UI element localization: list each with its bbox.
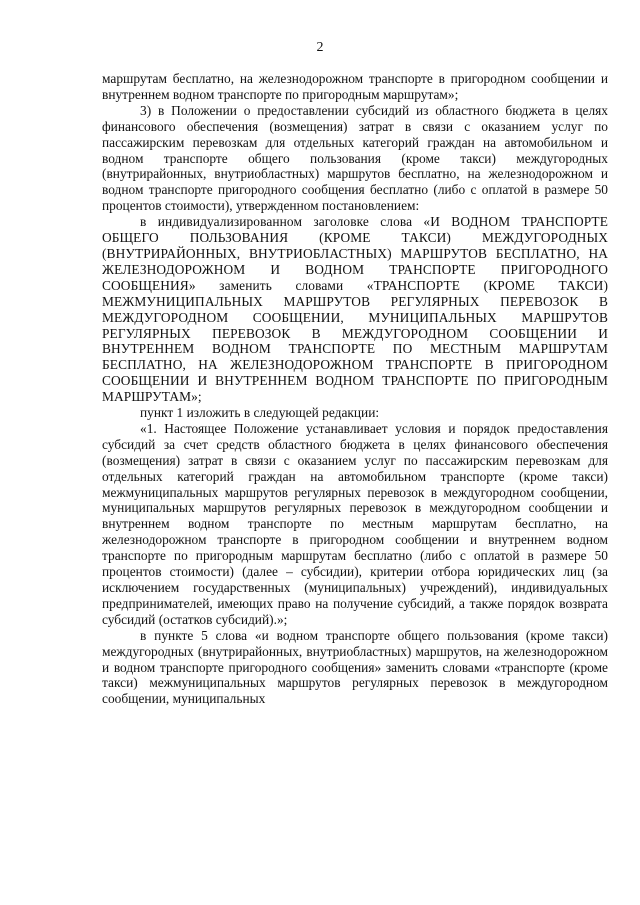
paragraph-point-5: в пункте 5 слова «и водном транспорте общего пользования (кроме такси) междугородных (внутрирайонных, внутриобластных) маршрутов, на железнодорожном и водном транспорте пригородного сообщения» заменить словами «транспорте (кроме такси) межмуниципальных маршрутов регулярных перевозок в междугородном сообщении, муниципальных bbox=[102, 627, 608, 707]
paragraph-title-replacement: в индивидуализированном заголовке слова «И ВОДНОМ ТРАНСПОРТЕ ОБЩЕГО ПОЛЬЗОВАНИЯ (КРОМЕ ТАКСИ) МЕЖДУГОРОДНЫХ (ВНУТРИРАЙОННЫХ, ВНУТРИОБЛАСТНЫХ) МАРШРУТОВ БЕСПЛАТНО, НА ЖЕЛЕЗНОДОРОЖНОМ И ВОДНОМ ТРАНСПОРТЕ ПРИГОРОДНОГО СООБЩЕНИЯ» заменить словами «ТРАНСПОРТЕ (КРОМЕ ТАКСИ) МЕЖМУНИЦИПАЛЬНЫХ МАРШРУТОВ РЕГУЛЯРНЫХ ПЕРЕВОЗОК В МЕЖДУГОРОДНОМ СООБЩЕНИИ, МУНИЦИПАЛЬНЫХ МАРШРУТОВ РЕГУЛЯРНЫХ ПЕРЕВОЗОК В МЕЖДУГОРОДНОМ СООБЩЕНИИ И ВНУТРЕННЕМ ВОДНОМ ТРАНСПОРТЕ ПО МЕСТНЫМ МАРШРУТАМ БЕСПЛАТНО, НА ЖЕЛЕЗНОДОРОЖНОМ ТРАНСПОРТЕ В ПРИГОРОДНОМ СООБЩЕНИИ И ВНУТРЕННЕМ ВОДНОМ ТРАНСПОРТЕ ПО ПРИГОРОДНЫМ МАРШРУТАМ»; bbox=[102, 214, 608, 405]
page-number: 2 bbox=[316, 40, 324, 55]
paragraph-point-1-intro: пункт 1 изложить в следующей редакции: bbox=[140, 405, 380, 421]
document-body bbox=[102, 71, 608, 707]
paragraph-continuation: маршрутам бесплатно, на железнодорожном транспорте в пригородном сообщении и внутреннем водном транспорте по пригородным маршрутам»; bbox=[102, 71, 608, 102]
paragraph-point-1-text: «1. Настоящее Положение устанавливает условия и порядок предоставления субсидий за счет средств областного бюджета в целях финансового обеспечения (возмещения) затрат в связи с оказанием услуг по пассажирским перевозкам для отдельных категорий граждан на автомобильном транспорте (кроме такси) межмуниципальных маршрутов регулярных перевозок в междугородном сообщении, муниципальных маршрутов регулярных перевозок в междугородном сообщении и внутреннем водном транспорте по местным маршрутам бесплатно, на железнодорожном транспорте в пригородном сообщении и внутреннем водном транспорте по пригородным маршрутам бесплатно (либо с оплатой в размере 50 процентов стоимости) (далее – субсидии), критерии отбора юридических лиц (за исключением государственных (муниципальных) учреждений), индивидуальных предпринимателей, имеющих право на получение субсидий, а также порядок возврата субсидий (остатков субсидий).»; bbox=[102, 420, 608, 627]
paragraph-item-3: 3) в Положении о предоставлении субсидий из областного бюджета в целях финансового обеспечения (возмещения) затрат в связи с оказанием услуг по пассажирским перевозкам для отдельных категорий граждан на автомобильном и водном транспорте общего пользования (кроме такси) междугородных (внутрирайонных, внутриобластных) маршрутов бесплатно, на железнодорожном и водном транспорте пригородного сообщения бесплатно (либо с оплатой в размере 50 процентов стоимости), утвержденном постановлением: bbox=[102, 102, 608, 214]
